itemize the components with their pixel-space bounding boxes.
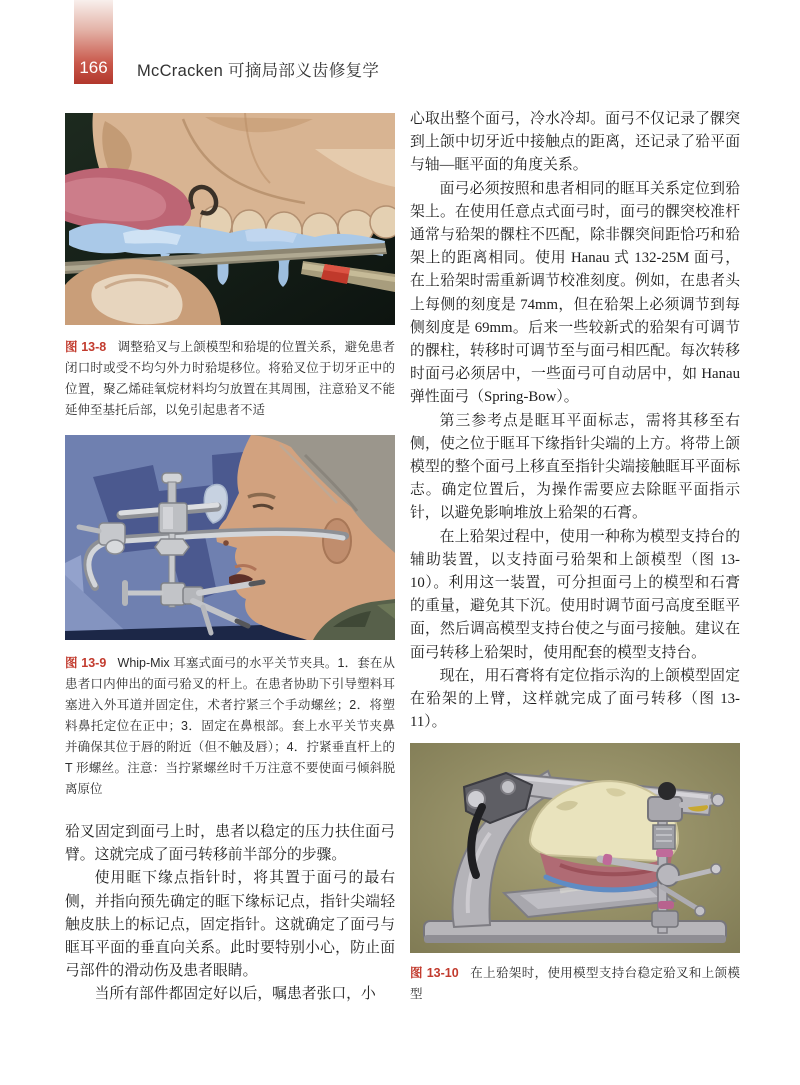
figure-13-8-caption-text: 调整𬌗叉与上颌模型和𬌗堤的位置关系，避免患者闭口时或受不均匀外力时𬌗堤移位。将𬌗叉位于切牙正中的位置，聚乙烯硅氧烷材料均匀放置在其周围，注意𬌗叉不能延伸至基托后部，以免引起患者不适 [65,340,395,417]
patient-ear [323,519,351,563]
running-title: McCracken 可摘局部义齿修复学 [137,62,380,80]
bite-fork-photo-illustration [65,113,395,325]
paragraph: 心取出整个面弓，冷水冷却。面弓不仅记录了髁突到上颌中切牙近中接触点的距离，还记录了𬌗平面与轴—眶平面的角度关系。 [410,111,740,174]
figure-13-10-photo [410,743,740,953]
figure-13-9-photo [65,435,395,640]
paragraph: 第三参考点是眶耳平面标志，需将其移至右侧，使之位于眶耳下缘指针尖端的上方。将带上颌模型的整个面弓上移直至指针尖端接触眶耳平面标志。确定位置后，为操作需要应去除眶平面指示针，以避免影响堆放上𬌗架的石膏。 [410,412,740,522]
left-column-text [65,821,395,1007]
figure-13-8-label: 图 13-8 [65,340,107,354]
figure-13-10 [410,743,740,1005]
page-number-box [74,0,113,84]
figure-13-8-caption [65,337,395,421]
articulator-photo-illustration [410,743,740,953]
paragraph: 面弓必须按照和患者相同的眶耳关系定位到𬌗架上。在使用任意点式面弓时，面弓的髁突校准杆通常与𬌗架的髁柱不匹配，除非髁突间距恰巧和𬌗架上的距离相同。使用 Hanau 式 132-25M 面弓，在上𬌗架时需重新调节校准刻度。例如，在患者头上每侧的刻度是 74mm，但在𬌗架上必须调节到每侧刻度是 69mm。后来一些较新式的𬌗架有可调节的髁柱，转移时可调节至与面弓相匹配。每次转移时面弓必须居中，一些面弓可自动居中，如 Hanau 弹性面弓（Spring-Bow）。 [410,180,740,406]
figure-13-9-label: 图 13-9 [65,656,107,670]
facebow-photo-illustration [65,435,395,640]
hex-nut [155,539,189,555]
paragraph: 使用眶下缘点指针时，将其置于面弓的最右侧，并指向预先确定的眶下缘标记点，指针尖端轻触皮肤上的标记点，固定指针。这就确定了面弓与眶耳平面的垂直向关系。此时要特别小心，防止面弓部件的滑动伤及患者眼睛。 [65,870,395,980]
right-column-text [410,108,740,734]
paragraph: 𬌗叉固定到面弓上时，患者以稳定的压力扶住面弓臂。这就完成了面弓转移前半部分的步骤。 [65,824,395,864]
paragraph: 当所有部件都固定好以后，嘱患者张口，小 [94,986,376,1003]
left-column [65,113,395,1007]
figure-13-8-photo [65,113,395,325]
paragraph: 在上𬌗架过程中，使用一种称为模型支持台的辅助装置，以支持面弓𬌗架和上颌模型（图 13-10）。利用这一装置，可分担面弓上的模型和石膏的重量，避免其下沉。使用时调节面弓高度至眶平面，然后调高模型支持台使之与面弓接触。建议在面弓转移上𬌗架时，使用配套的模型支持台。 [410,528,740,661]
page-number: 166 [79,58,108,77]
pink-ring-lower [658,901,674,909]
black-knob [658,782,676,800]
paragraph: 现在，用石膏将有定位指示沟的上颌模型固定在𬌗架的上臂，这样就完成了面弓转移（图 13-11）。 [410,667,740,731]
pink-ring-upper [656,849,673,857]
figure-13-8 [65,113,395,421]
figure-13-10-caption-text: 在上𬌗架时，使用模型支持台稳定𬌗叉和上颌模型 [410,966,740,1001]
figure-13-9-caption-text: Whip-Mix 耳塞式面弓的水平关节夹具。1．套在从患者口内伸出的面弓𬌗叉的杆上。在患者协助下引导塑料耳塞进入外耳道并固定住，术者拧紧三个手动螺丝；2．将塑料鼻托定位在正中；3．固定在鼻根部。套上水平关节夹鼻并确保其位于唇的附近（但不触及唇）；4．拧紧垂直杆上的 T 形螺丝。注意：当拧紧螺丝时千万注意不要使面弓倾斜脱离原位 [65,656,395,796]
figure-13-9-caption [65,653,395,800]
right-column [410,108,740,1085]
figure-13-10-caption [410,963,740,1005]
figure-13-10-label: 图 13-10 [410,966,459,980]
figure-13-9 [65,435,395,800]
